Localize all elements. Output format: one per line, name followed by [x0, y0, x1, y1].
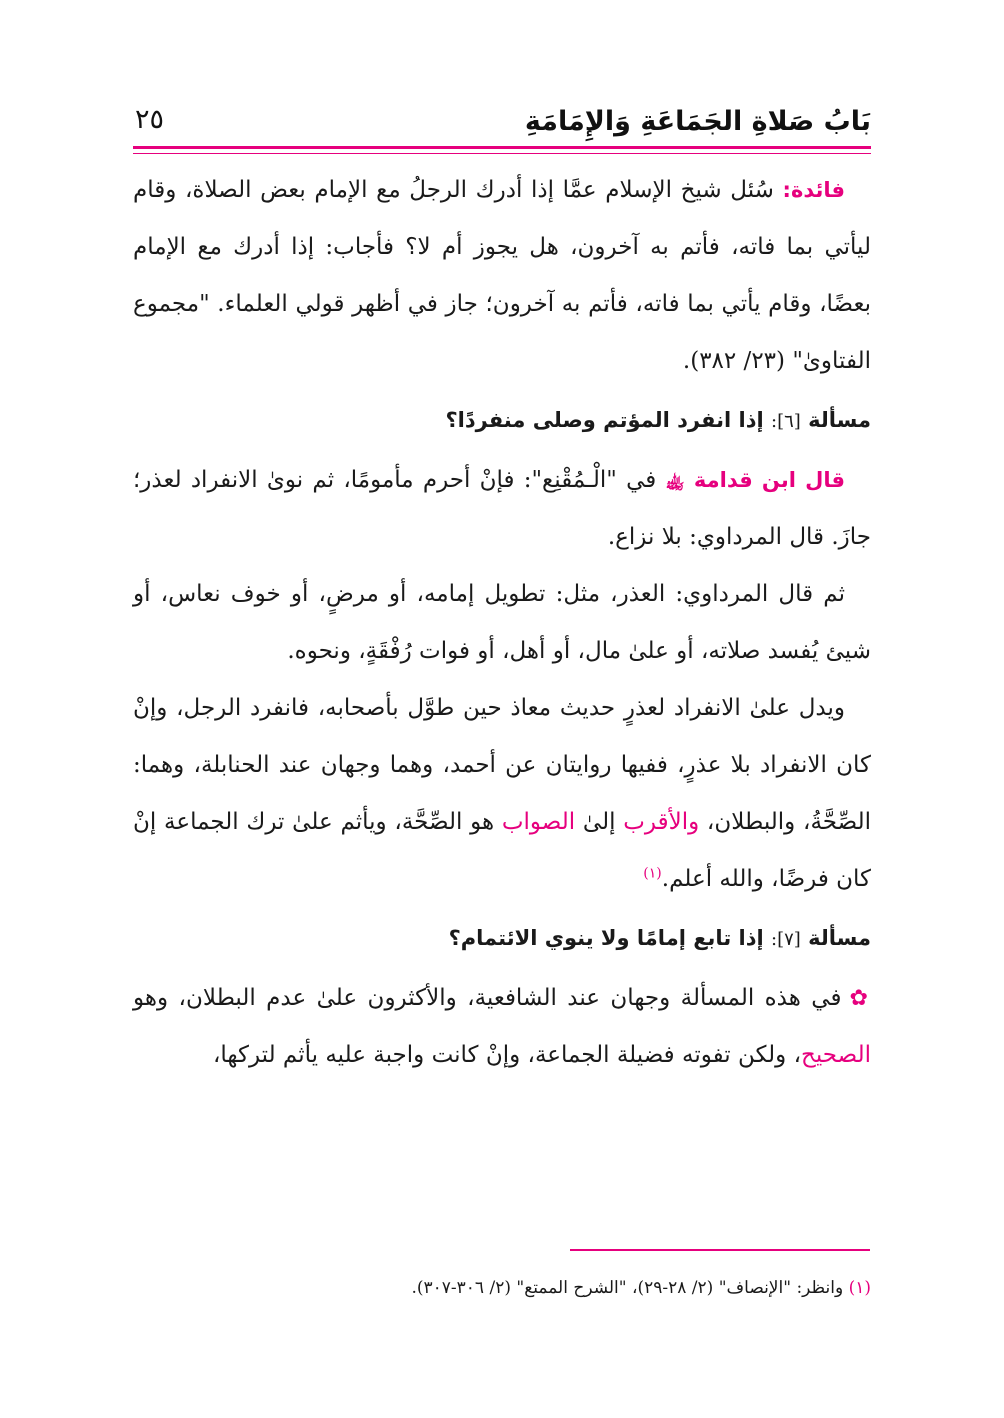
footnote: [133, 1276, 871, 1300]
evidence-text-b: إلىٰ: [575, 809, 624, 835]
benefit-label: فائدة:: [782, 178, 845, 202]
highlight-sawab: الصواب: [501, 809, 576, 835]
issue-number: [٦]:: [771, 411, 801, 432]
evidence-text-c: هو الصِّحَّة، ويأثم علىٰ ترك الجماعة إنْ كان فرضًا، والله أعلم.: [133, 809, 871, 892]
header-rule-thick: [133, 146, 871, 149]
issue-heading-7: [133, 908, 871, 970]
evidence-paragraph: [133, 680, 871, 908]
highlight-sahih: الصحيح: [801, 1042, 871, 1068]
issue-title: إذا تابع إمامًا ولا ينوي الائتمام؟: [448, 926, 771, 950]
quote-text: في "الْـمُقْنِع": فإنْ أحرم مأمومًا، ثم نوىٰ الانفراد لعذر؛ جازَ. قال المرداوي: بلا نزاع.: [133, 467, 871, 550]
shafii-paragraph: [133, 970, 871, 1084]
issue-heading-6: [133, 390, 871, 452]
footnote-mark: (١): [848, 1278, 871, 1298]
page-number: ٢٥: [135, 104, 165, 135]
shafii-text-a: في هذه المسألة وجهان عند الشافعية، والأكثرون علىٰ عدم البطلان، وهو: [133, 985, 842, 1011]
footnote-separator: [570, 1249, 870, 1251]
shafii-text-b: ، ولكن تفوته فضيلة الجماعة، وإنْ كانت واجبة عليه يأثم لتركها،: [212, 1042, 802, 1068]
highlight-aqrab: والأقرب: [623, 809, 700, 835]
page-body: [133, 162, 871, 1084]
footnote-reference[interactable]: (١): [643, 865, 662, 882]
ibn-qudama-paragraph: [133, 452, 871, 566]
benefit-text: سُئل شيخ الإسلام عمَّا إذا أدرك الرجلُ مع الإمام بعض الصلاة، وقام ليأتي بما فاته، فأتم به آخرون، هل يجوز أم لا؟ فأجاب: إذا أدرك مع الإمام بعضًا، وقام يأتي بما فاته، فأتم به آخرون؛ جاز في أظهر قولي العلماء. "مجموع الفتاوىٰ" (٢٣/ ٣٨٢).: [133, 177, 871, 374]
issue-label: مسألة: [808, 926, 871, 950]
footnote-text: وانظر: "الإنصاف" (٢/ ٢٨-٢٩)، "الشرح الممتع" (٢/ ٣٠٦-٣٠٧).: [411, 1278, 849, 1298]
quote-attribution: قال ابن قدامة ﵀: [665, 468, 845, 492]
mardawi-paragraph: [133, 566, 871, 680]
issue-label: مسألة: [808, 408, 871, 432]
issue-number: [٧]:: [771, 929, 801, 950]
flower-ornament-icon: ✿: [849, 986, 871, 1011]
issue-title: إذا انفرد المؤتم وصلى منفردًا؟: [445, 408, 771, 432]
evidence-text-a: ويدل علىٰ الانفراد لعذرٍ حديث معاذ حين طوَّل بأصحابه، فانفرد الرجل، وإنْ كان الانفراد بلا عذرٍ، ففيها روايتان عن أحمد، وهما وجهان عند الحنابلة، وهما: الصِّحَّةُ، والبطلان،: [133, 695, 871, 835]
header-rule-thin: [133, 153, 871, 154]
mardawi-text: ثم قال المرداوي: العذر، مثل: تطويل إمامه، أو مرضٍ، أو خوف نعاس، أو شيئ يُفسد صلاته، أو علىٰ مال، أو أهل، أو فوات رُفْقَةٍ، ونحوه.: [133, 581, 871, 664]
chapter-title: بَابُ صَلاةِ الجَمَاعَةِ وَالإِمَامَةِ: [524, 106, 871, 137]
benefit-paragraph: [133, 162, 871, 390]
running-header: [133, 100, 871, 150]
